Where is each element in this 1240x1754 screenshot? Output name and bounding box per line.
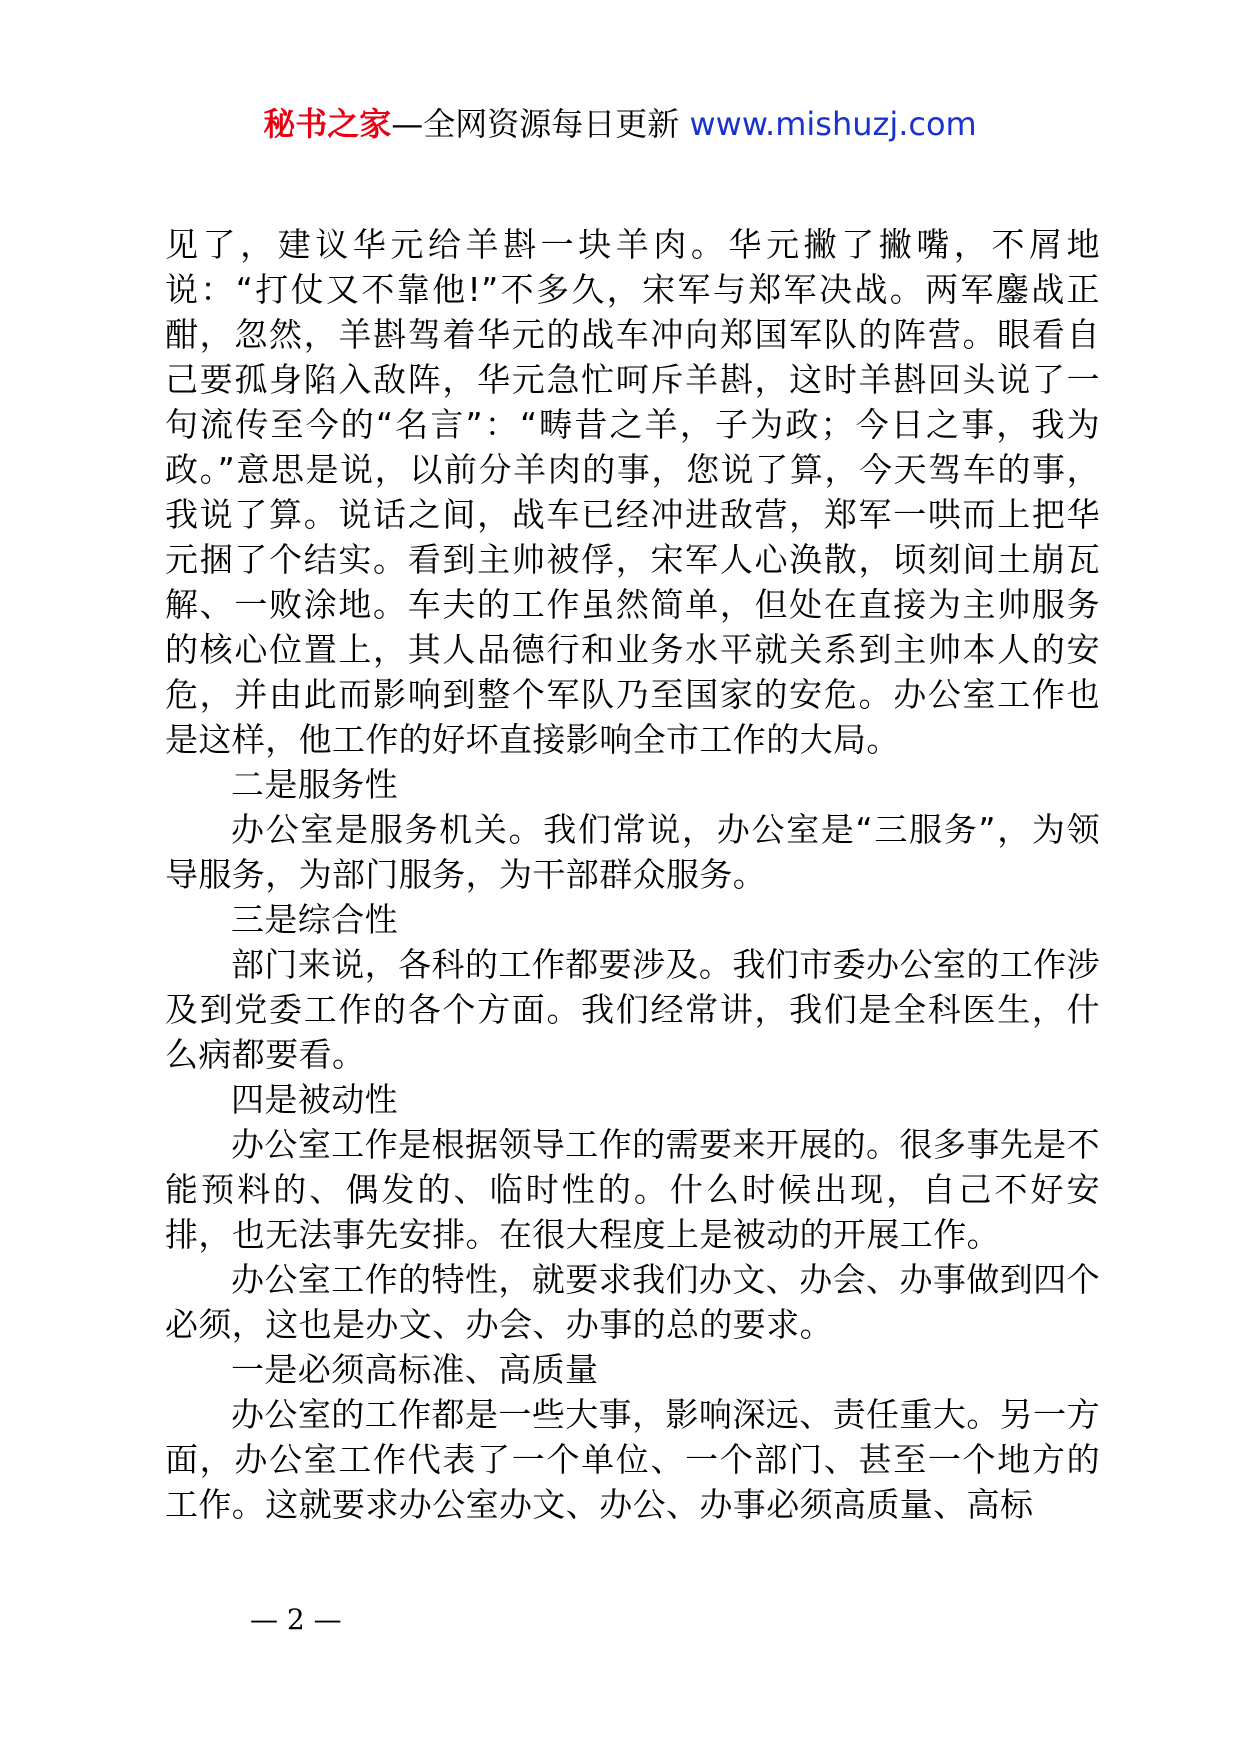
body-paragraph: 办公室的工作都是一些大事，影响深远、责任重大。另一方面，办公室工作代表了一个单位、一个部门、甚至一个地方的工作。这就要求办公室办文、办公、办事必须高质量、高标 — [165, 1395, 1100, 1524]
site-header — [0, 100, 1240, 148]
section-heading: 一是必须高标准、高质量 — [231, 1350, 599, 1389]
section-heading: 三是综合性 — [231, 900, 398, 939]
page-number: — 2 — — [250, 1603, 342, 1636]
body-paragraph: 见了，建议华元给羊斟一块羊肉。华元撇了撇嘴，不屑地说：“打仗又不靠他!”不多久，宋军与郑军决战。两军鏖战正酣，忽然，羊斟驾着华元的战车冲向郑国军队的阵营。眼看自己要孤身陷入敌阵，华元急忙呵斥羊斟，这时羊斟回头说了一句流传至今的“名言”：“畴昔之羊，子为政；今日之事，我为政。”意思是说，以前分羊肉的事，您说了算，今天驾车的事，我说了算。说话之间，战车已经冲进敌营，郑军一哄而上把华元捆了个结实。看到主帅被俘，宋军人心涣散，顷刻间土崩瓦解、一败涂地。车夫的工作虽然简单，但处在直接为主帅服务的核心位置上，其人品德行和业务水平就关系到主帅本人的安危，并由此而影响到整个军队乃至国家的安危。办公室工作也是这样，他工作的好坏直接影响全市工作的大局。 — [165, 225, 1100, 759]
section-heading: 四是被动性 — [231, 1080, 398, 1119]
brand-name: 秘书之家 — [263, 105, 392, 143]
section-heading: 二是服务性 — [231, 765, 398, 804]
document-body — [165, 222, 1100, 1527]
body-paragraph: 办公室工作的特性，就要求我们办文、办会、办事做到四个必须，这也是办文、办会、办事的总的要求。 — [165, 1260, 1100, 1344]
body-paragraph: 办公室是服务机关。我们常说，办公室是“三服务”，为领导服务，为部门服务，为干部群众服务。 — [165, 810, 1100, 894]
header-tagline: —全网资源每日更新 — [391, 105, 680, 143]
site-url[interactable]: www.mishuzj.com — [689, 105, 977, 143]
body-paragraph: 部门来说，各科的工作都要涉及。我们市委办公室的工作涉及到党委工作的各个方面。我们经常讲，我们是全科医生，什么病都要看。 — [165, 945, 1100, 1074]
body-paragraph: 办公室工作是根据领导工作的需要来开展的。很多事先是不能预料的、偶发的、临时性的。什么时候出现，自己不好安排，也无法事先安排。在很大程度上是被动的开展工作。 — [165, 1125, 1100, 1254]
